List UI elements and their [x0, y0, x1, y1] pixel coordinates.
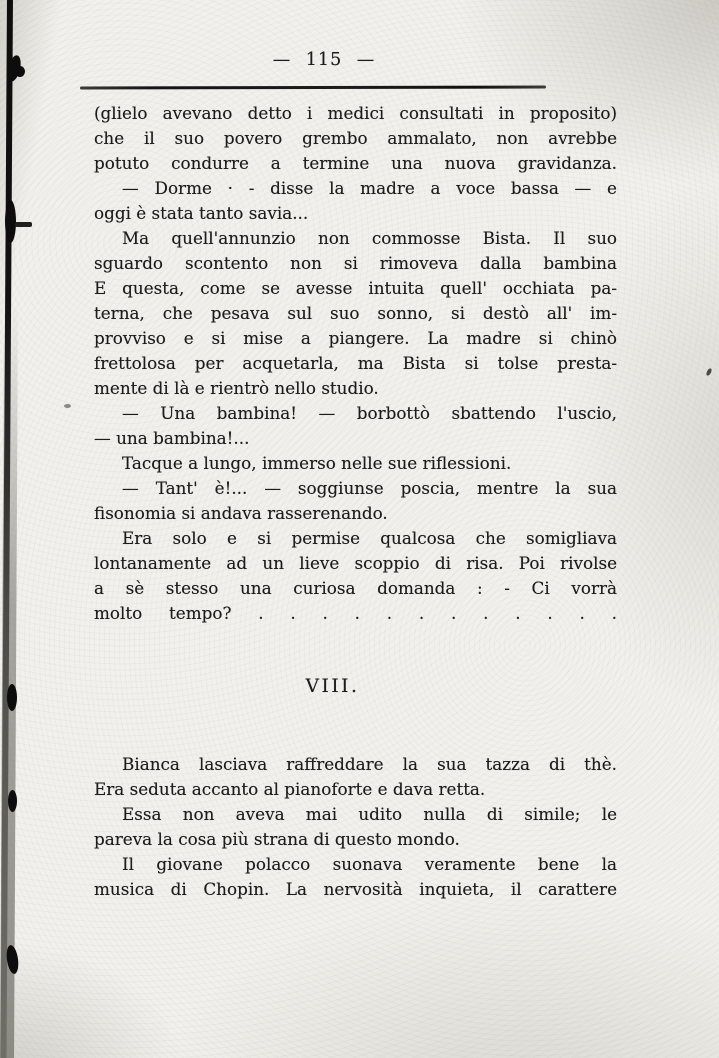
text-line: frettolosa per acquetarla, ma Bista si tolse presta-: [94, 353, 617, 373]
text-line: Bianca lasciava raffreddare la sua tazza di thè.: [122, 754, 617, 774]
text-line: a sè stesso una curiosa domanda : - Ci vorrà: [94, 578, 617, 598]
text-line: Il giovane polacco suonava veramente bene la: [122, 854, 617, 874]
text-line: che il suo povero grembo ammalato, non avrebbe: [94, 128, 617, 148]
text-line: — una bambina!...: [94, 428, 250, 448]
text-line: Era seduta accanto al pianoforte e dava retta.: [94, 779, 486, 799]
binding-mark: [7, 684, 17, 711]
text-line: provviso e si mise a piangere. La madre si chinò: [94, 328, 617, 348]
text-line: Ma quell'annunzio non commosse Bista. Il suo: [122, 228, 617, 248]
text-line: pareva la cosa più strana di questo mondo.: [94, 829, 460, 849]
text-line: lontanamente ad un lieve scoppio di risa. Poi rivolse: [94, 553, 617, 573]
text-line: molto tempo? . . . . . . . . . . . .: [94, 603, 617, 623]
text-line: terna, che pesava sul suo sonno, si destò all' im-: [94, 303, 617, 323]
paper-speck: [64, 404, 71, 408]
binding-mark: [5, 200, 16, 243]
text-line: fisonomia si andava rasserenando.: [94, 503, 388, 523]
text-line: — Tant' è!... — soggiunse poscia, mentre la sua: [122, 478, 617, 498]
binding-edge: [0, 0, 40, 1058]
text-block: [94, 101, 617, 902]
text-line: — Una bambina! — borbottò sbattendo l'uscio,: [122, 403, 617, 423]
text-line: — Dorme · - disse la madre a voce bassa — e: [122, 178, 617, 198]
text-line: oggi è stata tanto savia...: [94, 203, 309, 223]
text-line: Essa non aveva mai udito nulla di simile; le: [122, 804, 617, 824]
text-line: (glielo avevano detto i medici consultati in proposito): [94, 103, 617, 123]
text-line: Tacque a lungo, immerso nelle sue riflessioni.: [122, 453, 512, 473]
binding-mark: [8, 790, 17, 812]
text-line: mente di là e rientrò nello studio.: [94, 378, 379, 398]
binding-mark: [15, 222, 32, 227]
text-line: Era solo e si permise qualcosa che somigliava: [122, 528, 617, 548]
paper-speck: [705, 368, 712, 377]
text-line: potuto condurre a termine una nuova gravidanza.: [94, 153, 617, 173]
header-rule: [80, 86, 546, 90]
text-line: musica di Chopin. La nervosità inquieta, il carattere: [94, 879, 617, 899]
section-heading: VIII.: [305, 676, 360, 697]
text-line: sguardo scontento non si rimoveva dalla bambina: [94, 253, 617, 273]
text-line: E questa, come se avesse intuita quell' occhiata pa-: [94, 278, 617, 298]
page-number: — 115 —: [272, 50, 376, 70]
